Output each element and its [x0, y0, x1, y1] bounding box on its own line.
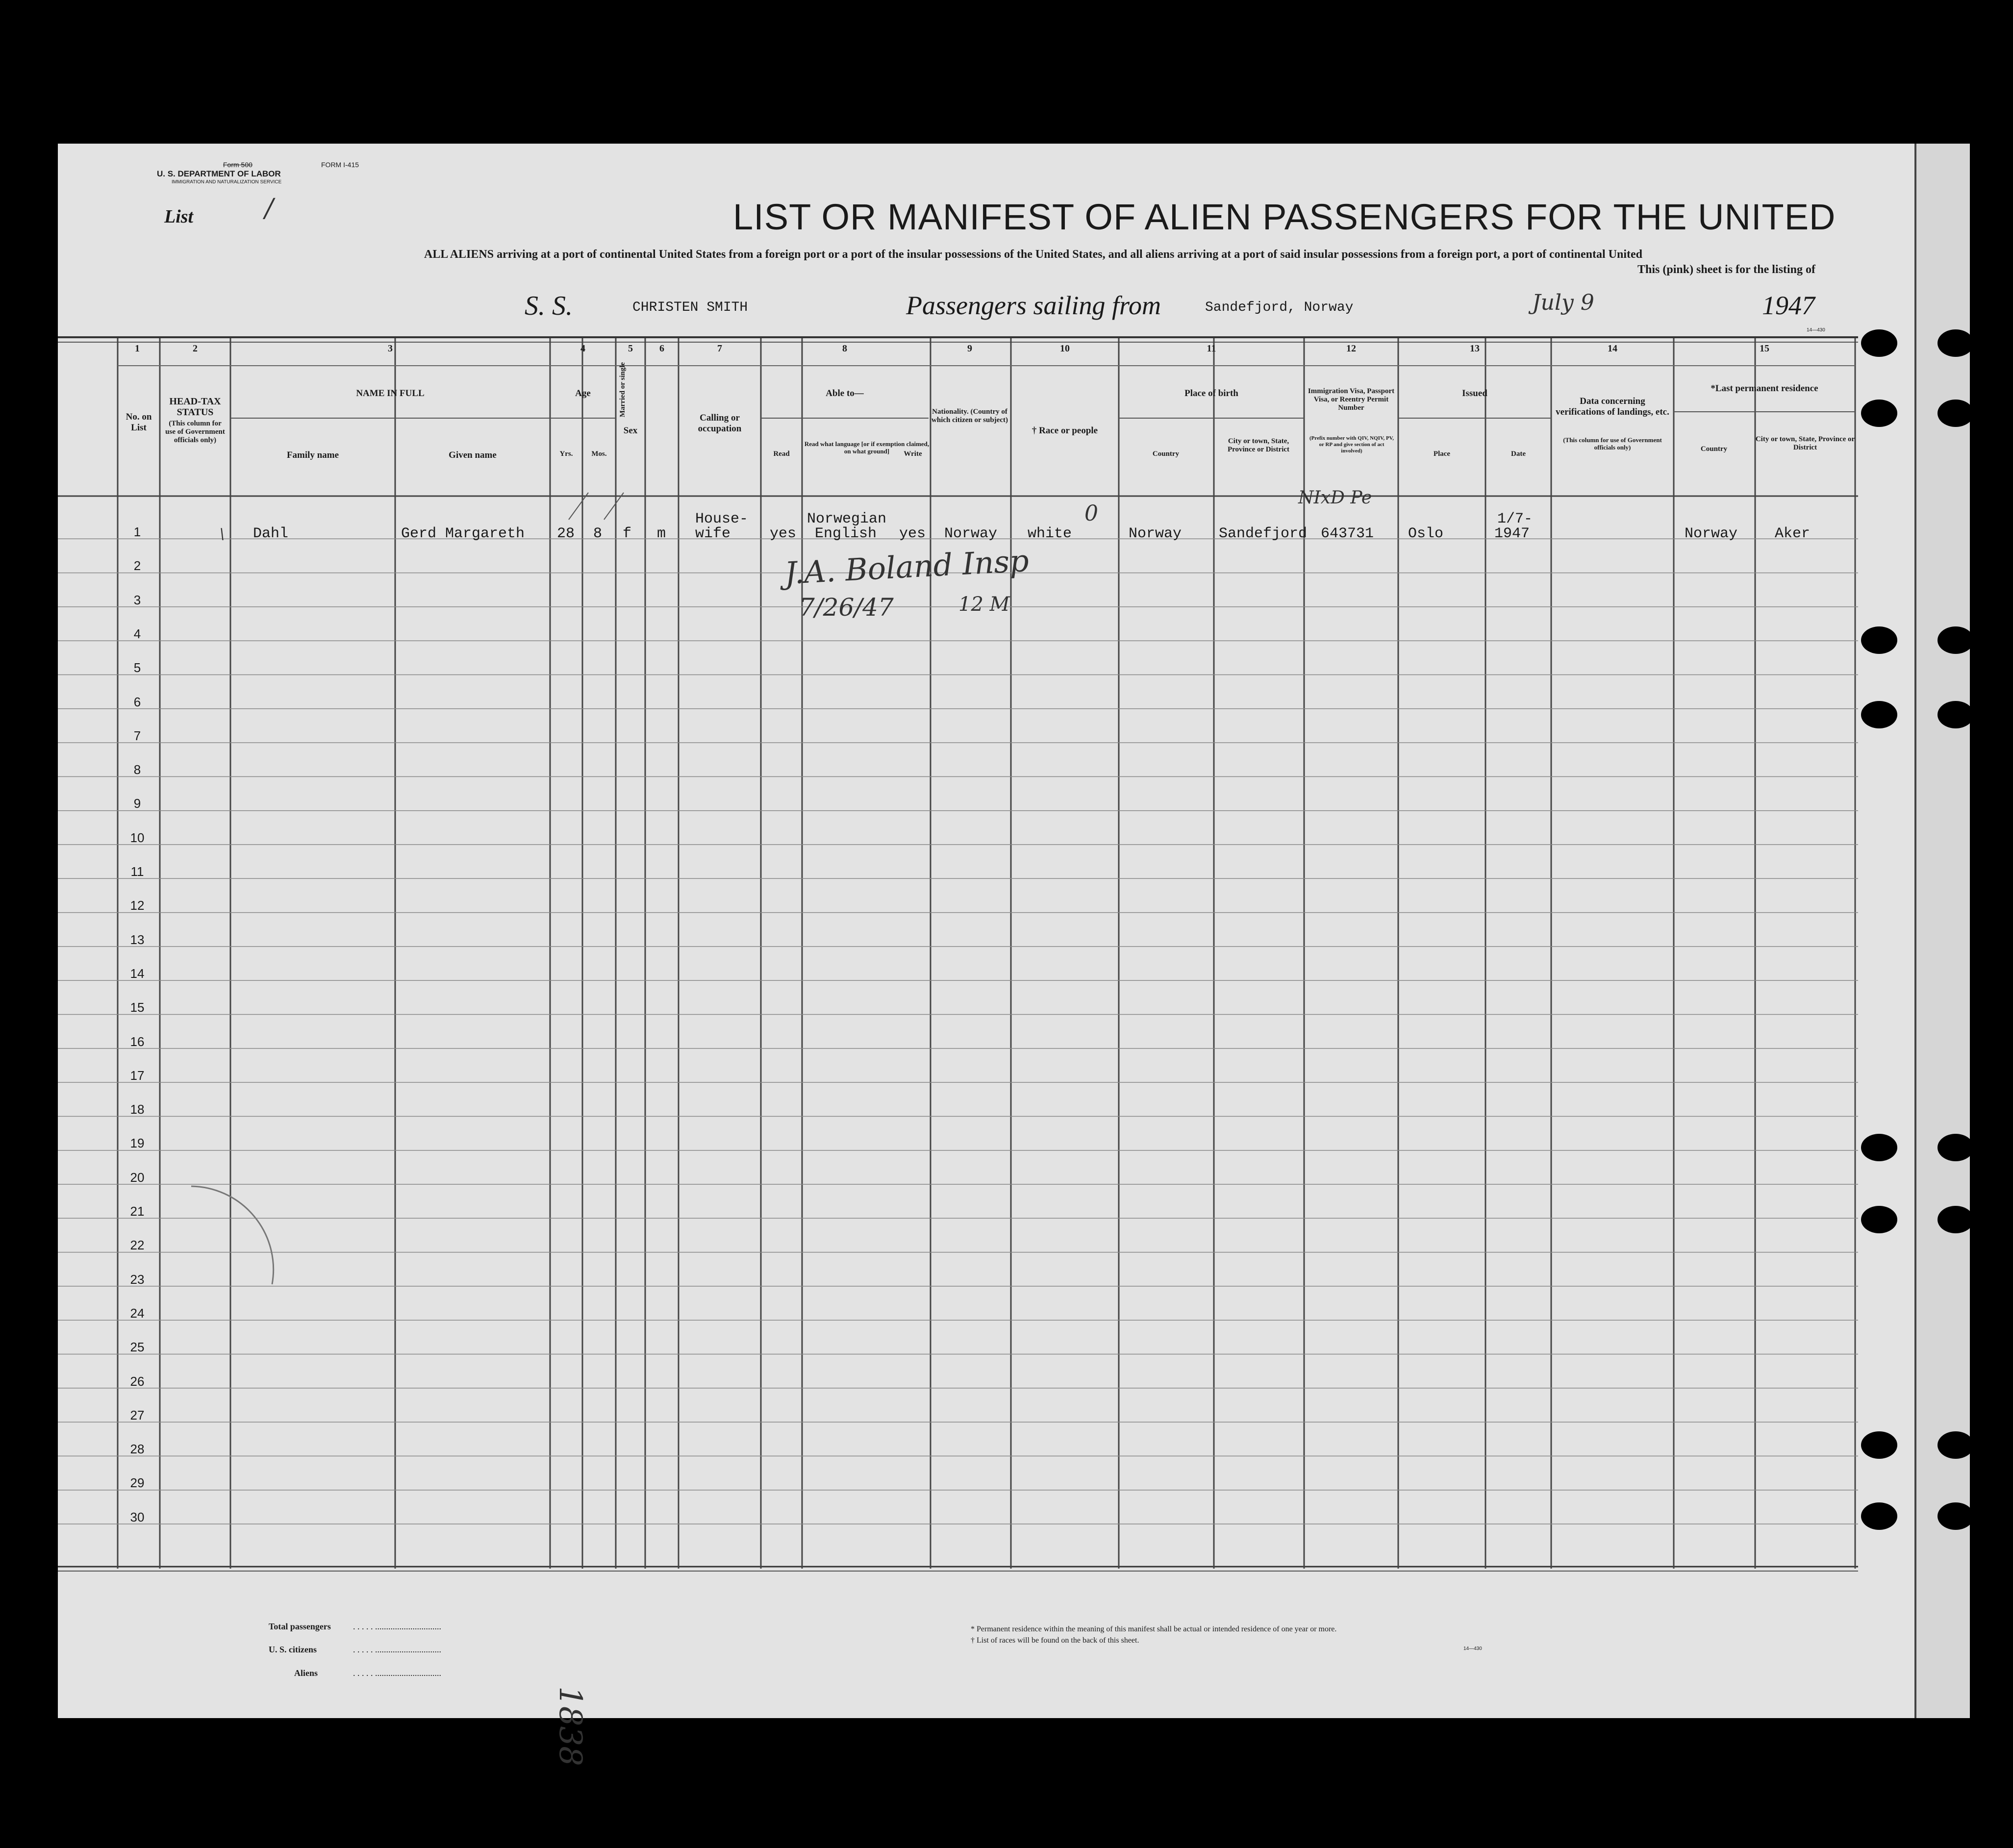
sailing-date: July 9	[1532, 290, 1594, 315]
header-issued: Issued	[1462, 388, 1487, 399]
header-res-country: Country	[1700, 445, 1728, 453]
row-number: 2	[133, 558, 141, 574]
ss-label: S. S.	[525, 291, 573, 321]
race: white	[1028, 525, 1072, 542]
can-read: yes	[770, 525, 797, 542]
row-number: 3	[133, 592, 141, 607]
row-number: 23	[130, 1272, 145, 1287]
form-code-top: 14—430	[1807, 327, 1825, 333]
tick-mark: \	[220, 525, 225, 543]
birth-country: Norway	[1129, 525, 1182, 542]
calling-line-1: House-	[695, 511, 749, 527]
header-calling: Calling or occupation	[698, 413, 742, 434]
residence-country: Norway	[1685, 525, 1738, 542]
row-number: 24	[130, 1305, 145, 1321]
language-1: Norwegian	[807, 511, 887, 527]
col-num-7: 7	[717, 343, 722, 354]
row-number: 1	[133, 524, 141, 539]
col-num-13: 13	[1470, 343, 1480, 354]
col-num-9: 9	[967, 343, 972, 354]
header-sex: Sex	[623, 425, 638, 436]
col-num-1: 1	[135, 343, 140, 354]
row-number: 8	[133, 762, 141, 777]
sex: f	[623, 525, 632, 542]
col-num-15: 15	[1760, 343, 1769, 354]
inspection-time: 12 M	[958, 593, 1010, 616]
row-number: 29	[130, 1475, 145, 1491]
visa-annotation: NIxD Pe	[1298, 488, 1372, 508]
col-num-10: 10	[1060, 343, 1070, 354]
issued-date-1: 1/7-	[1497, 511, 1533, 527]
department-name: U. S. DEPARTMENT OF LABOR	[157, 169, 281, 178]
row-number: 18	[130, 1102, 145, 1117]
footnote-races: † List of races will be found on the back of this sheet.	[971, 1636, 1139, 1645]
header-name-in-full: NAME IN FULL	[356, 388, 425, 399]
issued-place: Oslo	[1408, 525, 1444, 542]
service-name: IMMIGRATION AND NATURALIZATION SERVICE	[172, 179, 282, 185]
aliens-label: Aliens	[294, 1668, 318, 1678]
header-nationality: Nationality. (Country of which citizen or subject)	[931, 408, 1008, 424]
calling-line-2: wife	[695, 525, 731, 542]
footnote-residence: * Permanent residence within the meaning of this manifest shall be actual or intended residence of one year or more.	[971, 1625, 1337, 1633]
language-2: English	[815, 525, 877, 542]
header-visa-note: (Prefix number with QIV, NQIV, PV, or RP and give section of act involved)	[1309, 435, 1394, 454]
nationality: Norway	[944, 525, 998, 542]
col-num-8: 8	[842, 343, 847, 354]
header-yrs: Yrs.	[559, 450, 573, 458]
row-number: 19	[130, 1136, 145, 1151]
sailing-label: Passengers sailing from	[906, 291, 1161, 320]
row-number: 4	[133, 626, 141, 641]
row-number: 5	[133, 660, 141, 675]
row-number: 27	[130, 1407, 145, 1423]
header-head-tax-note: (This column for use of Government officials only)	[165, 420, 225, 444]
birth-city: Sandefjord	[1219, 525, 1308, 542]
row-number: 10	[130, 830, 145, 845]
intro-line-2: This (pink) sheet is for the listing of	[1637, 263, 1815, 276]
total-passengers-label: Total passengers	[269, 1622, 331, 1631]
header-head-tax: HEAD-TAX STATUS	[169, 396, 221, 418]
header-family-name: Family name	[286, 450, 339, 460]
age-months: 8	[593, 525, 603, 542]
row-number: 12	[130, 898, 145, 913]
header-able-to: Able to—	[826, 388, 864, 399]
visa-number: 643731	[1321, 525, 1374, 542]
side-number: 1838	[552, 1686, 588, 1766]
row-number: 13	[130, 932, 145, 947]
header-mos: Mos.	[591, 450, 607, 458]
married-status: m	[657, 525, 666, 542]
row-number: 6	[133, 694, 141, 709]
header-birth-city: City or town, State, Province or District	[1227, 437, 1290, 453]
form-label: Form 500	[223, 161, 252, 169]
header-data-note: (This column for use of Government officials only)	[1563, 436, 1662, 451]
row-number: 25	[130, 1340, 145, 1355]
header-given-name: Given name	[449, 450, 497, 460]
form-title: LIST OR MANIFEST OF ALIEN PASSENGERS FOR THE UNITED	[733, 197, 1836, 237]
race-annotation: 0	[1084, 501, 1098, 526]
row-number: 7	[133, 728, 141, 743]
total-passengers-leader: . . . . . ..............................	[353, 1622, 441, 1631]
given-name: Gerd Margareth	[401, 525, 525, 542]
header-married: Married or single	[619, 362, 627, 418]
form-code-bottom: 14—430	[1463, 1646, 1482, 1651]
col-num-6: 6	[659, 343, 664, 354]
form-number: FORM I-415	[321, 161, 359, 169]
issued-date-2: 1947	[1494, 525, 1530, 542]
header-read: Read	[773, 450, 790, 458]
col-num-3: 3	[388, 343, 393, 354]
us-citizens-label: U. S. citizens	[269, 1645, 317, 1654]
residence-city: Aker	[1775, 525, 1811, 542]
header-res-city: City or town, State, Province or District	[1755, 435, 1855, 451]
row-number: 11	[130, 864, 144, 879]
row-number: 16	[130, 1034, 145, 1049]
row-number: 17	[130, 1068, 145, 1083]
family-name: Dahl	[253, 525, 289, 542]
header-write: Write	[904, 450, 922, 458]
row-number: 14	[130, 966, 145, 981]
inspector-signature: J.A. Boland Insp	[783, 542, 1030, 592]
intro-line-1: ALL ALIENS arriving at a port of continental United States from a foreign port or a port of the insular possessions of the United States, and all aliens arriving at a port of said insular possessions from a foreign port, a port of continental United	[424, 248, 1642, 261]
sailing-from: Sandefjord, Norway	[1205, 300, 1354, 315]
header-read-language: Read what language [or if exemption claimed, on what ground]	[804, 440, 930, 455]
header-place-of-birth: Place of birth	[1184, 388, 1238, 399]
row-number: 20	[130, 1170, 145, 1185]
row-number: 21	[130, 1204, 145, 1219]
sailing-year: 1947	[1762, 291, 1815, 320]
header-issued-date: Date	[1511, 450, 1526, 458]
header-no-on-list: No. on List	[126, 412, 152, 433]
age-years: 28	[557, 525, 575, 542]
row-number: 15	[130, 1000, 145, 1015]
row-number: 30	[130, 1509, 145, 1524]
inspection-date: 7/26/47	[799, 593, 894, 622]
col-num-4: 4	[580, 343, 585, 354]
header-race: † Race or people	[1032, 425, 1098, 436]
col-num-5: 5	[628, 343, 633, 354]
header-data-concerning: Data concerning verifications of landings, etc.	[1556, 396, 1669, 417]
header-birth-country: Country	[1152, 450, 1180, 458]
row-number: 28	[130, 1442, 145, 1457]
col-num-14: 14	[1608, 343, 1617, 354]
aliens-leader: . . . . . ..............................	[353, 1668, 441, 1678]
ship-name: CHRISTEN SMITH	[632, 300, 748, 315]
row-number: 22	[130, 1238, 145, 1253]
col-num-12: 12	[1346, 343, 1356, 354]
row-number: 26	[130, 1374, 145, 1389]
list-label: List	[164, 206, 194, 227]
us-citizens-leader: . . . . . ..............................	[353, 1645, 441, 1654]
header-age: Age	[575, 388, 591, 399]
can-write: yes	[899, 525, 926, 542]
col-num-2: 2	[193, 343, 198, 354]
row-number: 9	[133, 796, 141, 811]
col-num-11: 11	[1207, 343, 1216, 354]
header-last-residence: *Last permanent residence	[1711, 383, 1818, 394]
header-visa: Immigration Visa, Passport Visa, or Reentry Permit Number	[1308, 387, 1395, 412]
list-number: /	[265, 194, 274, 223]
header-issued-place: Place	[1433, 450, 1451, 458]
